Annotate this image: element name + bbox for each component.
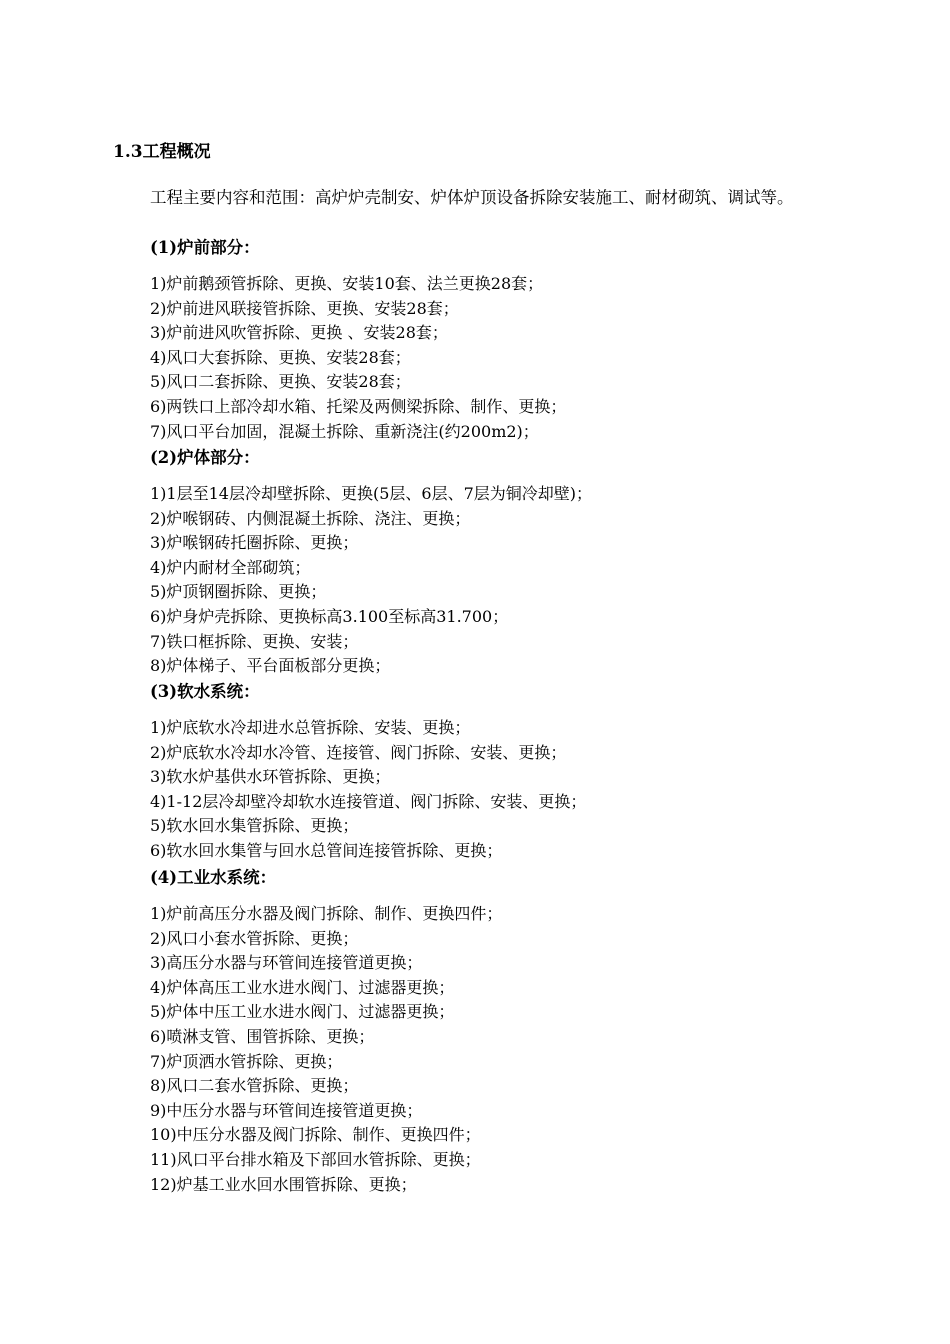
list-item: 5)炉顶钢圈拆除、更换；	[150, 582, 327, 602]
list-item: 5)软水回水集管拆除、更换；	[150, 816, 359, 836]
list-item: 6)两铁口上部冷却水箱、托梁及两侧梁拆除、制作、更换；	[150, 396, 567, 416]
list-item: 2)炉底软水冷却水冷管、连接管、阀门拆除、安装、更换；	[150, 742, 567, 762]
list-item: 3)炉喉钢砖托圈拆除、更换；	[150, 533, 359, 553]
list-item: 7)铁口框拆除、更换、安装；	[150, 631, 359, 651]
list-item: 4)炉内耐材全部砌筑；	[150, 557, 311, 577]
list-item: 5)风口二套拆除、更换、安装28套；	[150, 372, 411, 392]
list-furnace-front	[150, 272, 566, 444]
list-item: 7)风口平台加固，混凝土拆除、重新浇注(约200m2)；	[150, 421, 539, 441]
list-item: 3)软水炉基供水环管拆除、更换；	[150, 767, 391, 787]
list-item: 2)炉喉钢砖、内侧混凝土拆除、浇注、更换；	[150, 508, 471, 528]
list-furnace-body	[150, 482, 592, 679]
list-item: 6)炉身炉壳拆除、更换标高3.100至标高31.700；	[150, 606, 509, 626]
section-title-industrial-water: (4)工业水系统：	[150, 868, 277, 887]
list-item: 7)炉顶洒水管拆除、更换；	[150, 1051, 343, 1071]
list-item: 1)炉前鹅颈管拆除、更换、安装10套、法兰更换28套；	[150, 274, 544, 293]
list-item: 5)炉体中压工业水进水阀门、过滤器更换；	[150, 1002, 455, 1022]
section-heading: 1.3工程概况	[113, 142, 211, 162]
list-item: 4)风口大套拆除、更换、安装28套；	[150, 347, 411, 367]
list-item: 11)风口平台排水箱及下部回水管拆除、更换；	[150, 1149, 481, 1169]
section-title-soft-water: (3)软水系统：	[150, 682, 260, 701]
list-item: 2)炉前进风联接管拆除、更换、安装28套；	[150, 298, 459, 318]
list-item: 6)软水回水集管与回水总管间连接管拆除、更换；	[150, 840, 503, 860]
list-item: 3)高压分水器与环管间连接管道更换；	[150, 953, 423, 973]
list-item: 2)风口小套水管拆除、更换；	[150, 928, 359, 948]
list-industrial-water	[150, 902, 502, 1197]
section-title-furnace-body: (2)炉体部分：	[150, 448, 260, 467]
list-item: 1)炉底软水冷却进水总管拆除、安装、更换；	[150, 718, 471, 737]
list-item: 6)喷淋支管、围管拆除、更换；	[150, 1026, 375, 1046]
list-soft-water	[150, 716, 586, 864]
intro-paragraph: 工程主要内容和范围：高炉炉壳制安、炉体炉顶设备拆除安装施工、耐材砌筑、调试等。	[150, 188, 794, 207]
list-item: 8)风口二套水管拆除、更换；	[150, 1076, 359, 1096]
list-item: 9)中压分水器与环管间连接管道更换；	[150, 1100, 423, 1120]
section-title-furnace-front: (1)炉前部分：	[150, 238, 260, 257]
list-item: 1)1层至14层冷却壁拆除、更换(5层、6层、7层为铜冷却壁)；	[150, 484, 592, 503]
list-item: 10)中压分水器及阀门拆除、制作、更换四件；	[150, 1125, 481, 1145]
list-item: 3)炉前进风吹管拆除、更换 、安装28套；	[150, 323, 448, 343]
list-item: 12)炉基工业水回水围管拆除、更换；	[150, 1174, 417, 1194]
list-item: 4)炉体高压工业水进水阀门、过滤器更换；	[150, 977, 455, 997]
list-item: 4)1-12层冷却壁冷却软水连接管道、阀门拆除、安装、更换；	[150, 791, 587, 811]
list-item: 8)炉体梯子、平台面板部分更换；	[150, 656, 391, 676]
list-item: 1)炉前高压分水器及阀门拆除、制作、更换四件；	[150, 904, 503, 923]
